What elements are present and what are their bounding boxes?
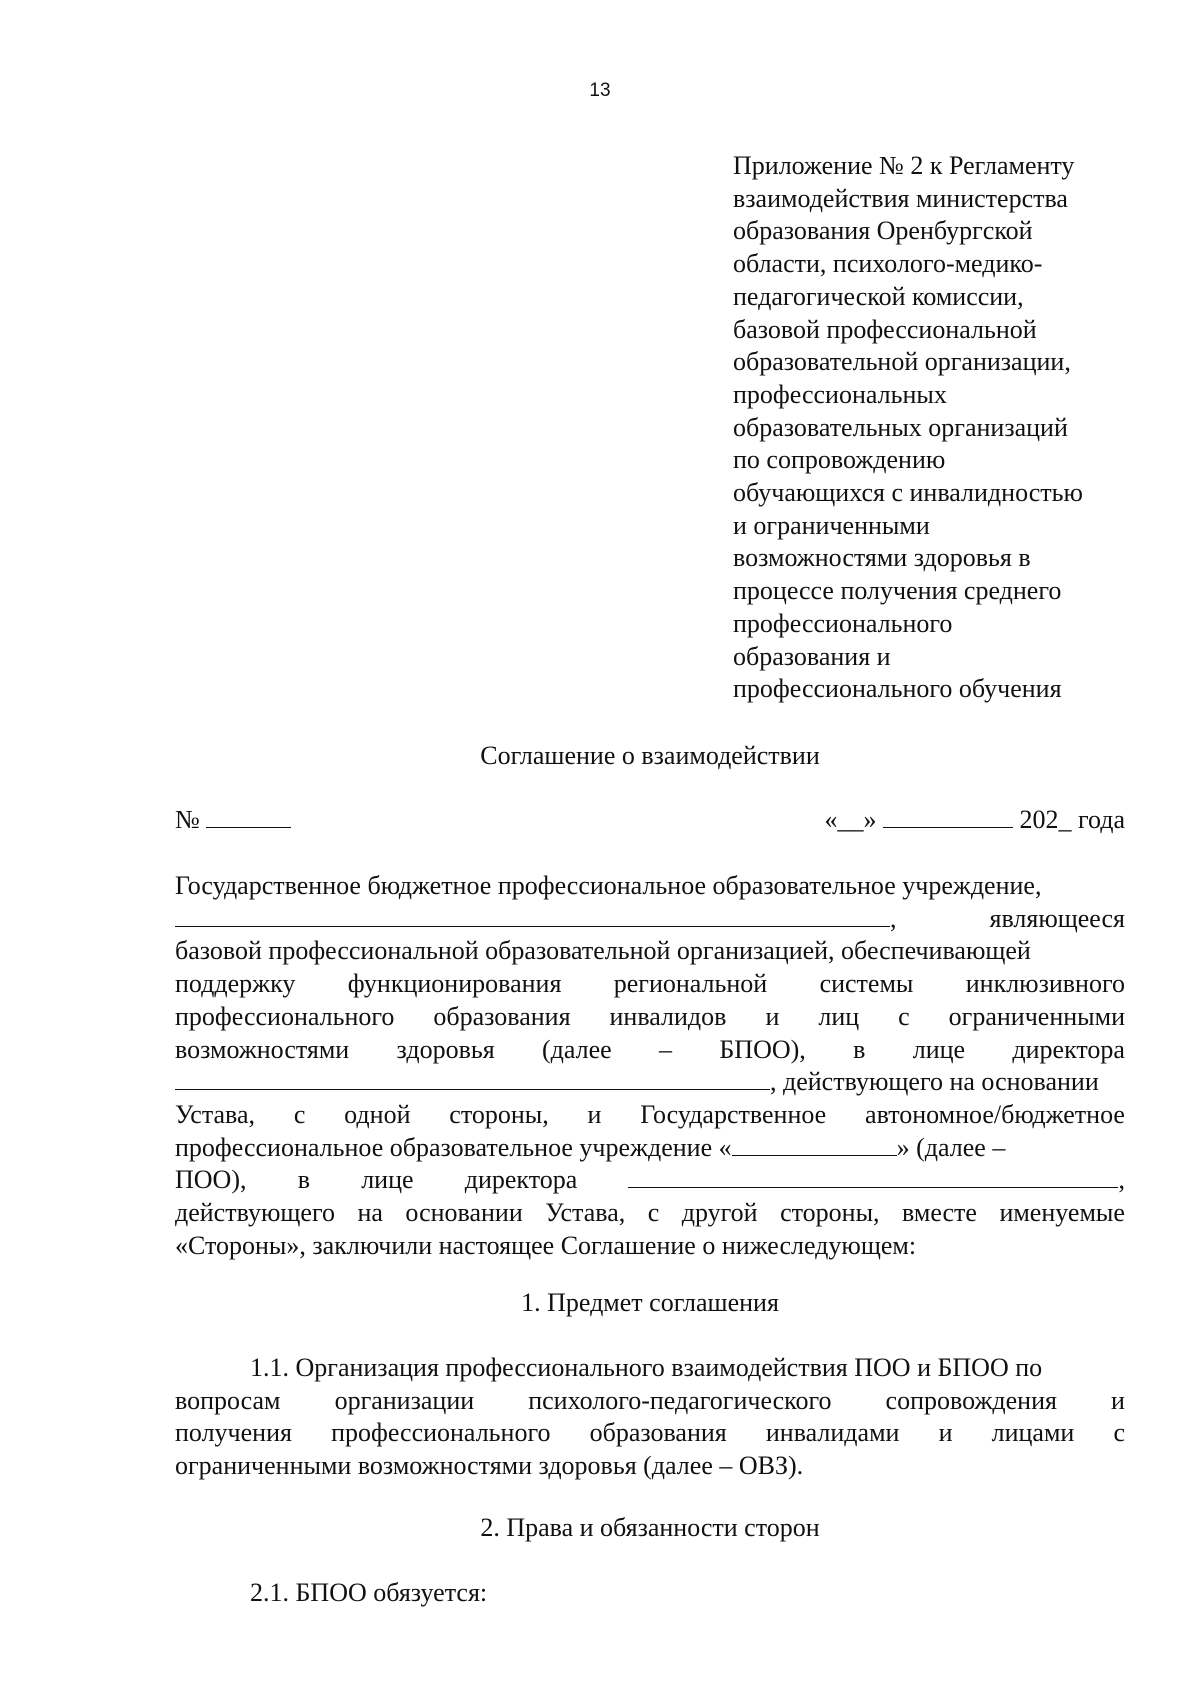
text-line: вопросам организации психолого-педагогического сопровождения и — [175, 1385, 1125, 1415]
text-line: базовой профессиональной образовательной организацией, обеспечивающей — [175, 936, 1031, 966]
section-heading-1: 1. Предмет соглашения — [521, 1288, 779, 1317]
fill-blank-org: , — [175, 903, 897, 936]
page-number: 13 — [589, 80, 611, 101]
appendix-line: возможностями здоровья в — [733, 543, 1031, 573]
preamble-paragraph — [175, 870, 1125, 1262]
appendix-line: и ограниченными — [733, 510, 930, 540]
text-line: «Стороны», заключили настоящее Соглашение о нижеследующем: — [175, 1230, 917, 1260]
date-day: «__» — [824, 805, 877, 834]
fill-blank-poo-name — [732, 1133, 897, 1156]
text-line: получения профессионального образования инвалидами и лицами с — [175, 1418, 1125, 1448]
text-line — [175, 903, 1125, 936]
appendix-line: образования и — [733, 641, 891, 671]
appendix-line: образовательной организации, — [733, 347, 1071, 377]
text-line: ПОО), в лице директора , — [175, 1164, 1125, 1197]
text-line: 1.1. Организация профессионального взаимодействия ПОО и БПОО по — [250, 1353, 1043, 1382]
word: являющееся — [989, 903, 1125, 933]
text-line: Устава, с одной стороны, и Государственное автономное/бюджетное — [175, 1099, 1125, 1129]
text-line: ограниченными возможностями здоровья (далее – ОВЗ). — [175, 1451, 804, 1481]
fill-blank-poo-director: , — [628, 1164, 1125, 1197]
text-line: возможностями здоровья (далее – БПОО), в лице директора — [175, 1034, 1125, 1064]
appendix-line: образования Оренбургской — [733, 216, 1033, 246]
appendix-header — [733, 150, 1153, 706]
appendix-line: обучающихся с инвалидностью — [733, 478, 1083, 508]
text-line: профессиональное образовательное учреждение « » (далее – — [175, 1132, 1006, 1162]
agreement-number — [175, 805, 291, 835]
clause-1-1 — [175, 1352, 1125, 1483]
appendix-line: профессионального обучения — [733, 674, 1062, 704]
clause-2-1: 2.1. БПОО обязуется: — [250, 1578, 488, 1607]
section-heading-2: 2. Права и обязанности сторон — [480, 1513, 820, 1542]
appendix-line: педагогической комиссии, — [733, 281, 1024, 311]
text-line: поддержку функционирования региональной системы инклюзивного — [175, 969, 1125, 999]
agreement-date — [824, 805, 1125, 835]
appendix-line: процессе получения среднего — [733, 576, 1062, 606]
appendix-line: базовой профессиональной — [733, 314, 1037, 344]
text-line: , действующего на основании — [175, 1066, 1125, 1099]
fill-blank-director — [175, 1067, 770, 1090]
appendix-line: области, психолого-медико- — [733, 249, 1043, 279]
number-blank — [206, 805, 291, 828]
appendix-line: взаимодействия министерства — [733, 183, 1068, 213]
document-title: Соглашение о взаимодействии — [480, 741, 820, 770]
appendix-line: Приложение № 2 к Регламенту — [733, 151, 1075, 180]
text-line: профессионального образования инвалидов и лиц с ограниченными — [175, 1001, 1125, 1031]
appendix-line: профессиональных — [733, 379, 947, 409]
appendix-line: профессионального — [733, 608, 953, 638]
text-line: действующего на основании Устава, с другой стороны, вместе именуемые — [175, 1198, 1125, 1228]
date-year: 202_ года — [1019, 805, 1125, 834]
appendix-line: по сопровождению — [733, 445, 946, 475]
number-label: № — [175, 805, 200, 834]
appendix-line: образовательных организаций — [733, 412, 1068, 442]
text-line: Государственное бюджетное профессиональное образовательное учреждение, — [175, 871, 1042, 900]
date-month-blank — [883, 805, 1013, 828]
